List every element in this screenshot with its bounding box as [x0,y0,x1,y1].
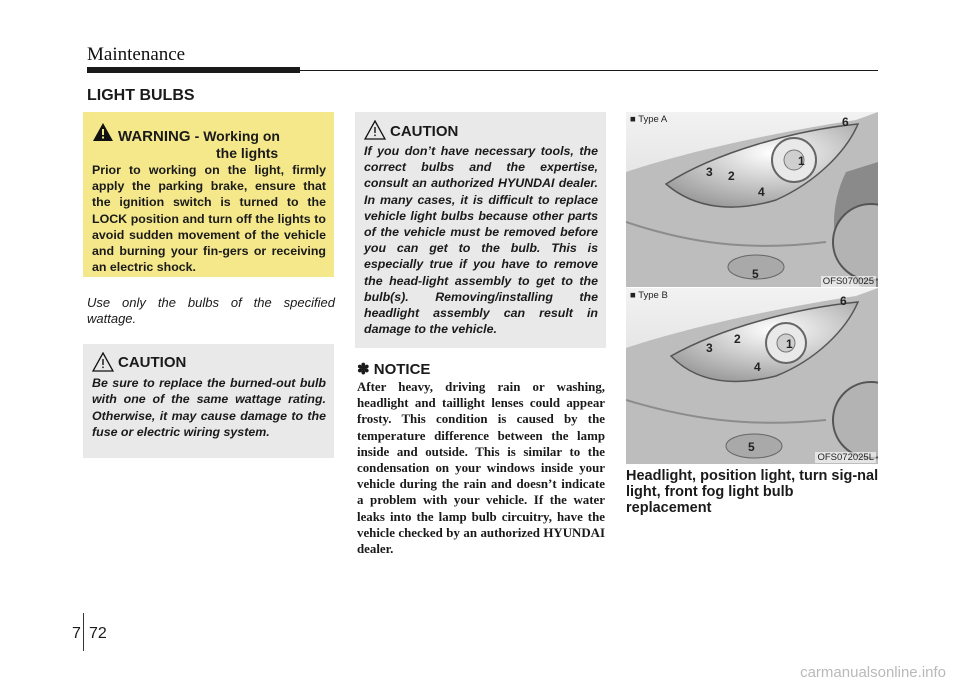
callout-b-3: 3 [706,341,713,355]
callout-b-5: 5 [748,440,755,454]
caution-body-1: Be sure to replace the burned-out bulb with one of the same wattage rating. Otherwise, it may cause damage to the fuse or electric wiring system. [92,376,326,440]
header-bar [87,67,300,73]
caution-triangle-icon [92,352,114,372]
caution-heading-2: CAUTION [390,123,459,140]
figure-code-a: OFS070025 [822,276,874,287]
callout-b-6: 6 [840,294,847,308]
figure-caption: Headlight, position light, turn sig-nal light, front fog light bulb replacement [626,468,879,516]
headlight-illustration-b [626,288,878,464]
page-number: 72 [89,625,107,642]
headlight-image-type-a [626,112,878,287]
headlight-illustration-a [626,112,878,287]
warning-subtitle-2: the lights [216,145,279,161]
notice-body: After heavy, driving rain or washing, headlight and taillight lenses could appear frosty. This condition is caused by the temperature difference between the lamp inside and outside. This is similar to the condensation on your windows inside your vehicle during the rain and doesn’t indicate a problem with your vehicle. If the water leaks into the lamp bulb circuitry, have the vehicle checked by an authorized HYUNDAI dealer. [357,380,605,557]
chapter-number: 7 [72,625,81,642]
callout-b-1: 1 [786,337,793,351]
warning-subtitle: - Working on [194,128,280,144]
callout-a-2: 2 [728,169,735,183]
intro-text: Use only the bulbs of the specified wattage. [87,295,335,326]
callout-a-6: 6 [842,115,849,129]
notice-heading: ✽ NOTICE [357,361,431,378]
callout-a-1: 1 [798,154,805,168]
callout-b-2: 2 [734,332,741,346]
warning-heading [118,128,280,145]
header-rule [300,70,878,71]
figure-type-a-label: ■ Type A [630,114,668,125]
callout-a-3: 3 [706,165,713,179]
caution-heading-1: CAUTION [118,354,187,371]
figure-type-b-label: ■ Type B [630,290,668,301]
callout-b-4: 4 [754,360,761,374]
warning-label: WARNING [118,128,191,145]
section-title: LIGHT BULBS [87,87,195,104]
callout-a-4: 4 [758,185,765,199]
warning-body: Prior to working on the light, firmly apply the parking brake, ensure that the ignition switch is turned to the LOCK position and turn off the lights to avoid sudden movement of the vehicle and burning your fin-gers or receiving an electric shock. [92,163,326,275]
warning-triangle-icon [92,122,114,142]
callout-a-5: 5 [752,267,759,281]
headlight-image-type-b [626,288,878,464]
caution-triangle-icon [364,120,386,140]
caution-body-2: If you don’t have necessary tools, the correct bulbs and the expertise, consult an authorized HYUNDAI dealer. In many cases, it is difficult to replace vehicle light bulbs because other parts of the vehicle must be removed before you can get to the bulb. This is especially true if you have to remove the head-light assembly to get to the bulb(s). Removing/installing the headlight assembly can result in damage to the vehicle. [364,144,598,337]
figure-code-b: OFS072025L [817,452,874,463]
page-divider [83,613,84,651]
running-header: Maintenance [87,44,186,65]
watermark: carmanualsonline.info [800,664,946,681]
